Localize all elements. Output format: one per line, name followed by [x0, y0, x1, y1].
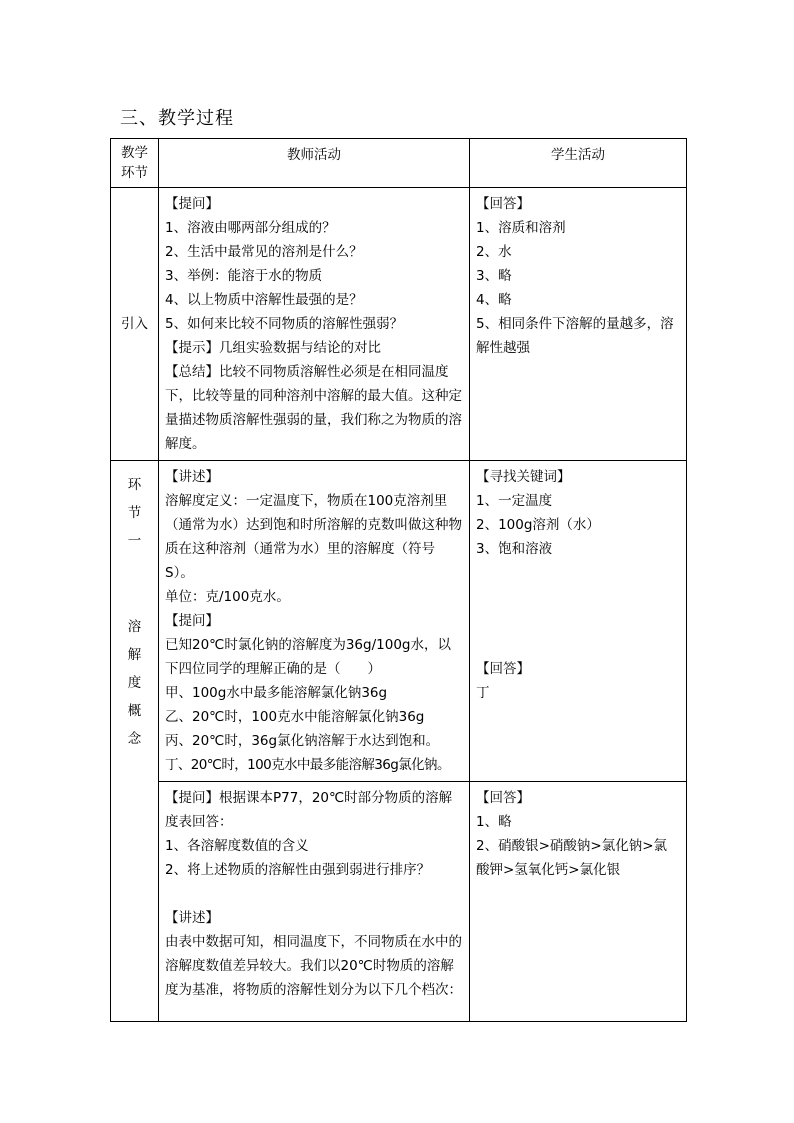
header-stage: 教学 环节: [111, 139, 159, 188]
header-student: 学生活动: [470, 139, 687, 188]
table-row-section1-a: [111, 461, 687, 782]
table-row-intro: [111, 188, 687, 461]
teacher-activity-intro: 【提问】 1、溶液由哪两部分组成的？ 2、生活中最常见的溶剂是什么？ 3、举例：能溶于水的物质 4、以上物质中溶解性最强的是？ 5、如何来比较不同物质的溶解性强弱？ 【提示】几组实验数据与结论的对比 【总结】比较不同物质溶解性必须是在相同温度下，比较等量的同种溶剂中溶解的最大值。这种定量描述物质溶解性强弱的量，我们称之为物质的溶解度。: [159, 188, 470, 461]
teaching-process-table: [110, 138, 687, 1022]
student-activity-intro: 【回答】 1、溶质和溶剂 2、水 3、略 4、略 5、相同条件下溶解的量越多，溶解性越强: [470, 188, 687, 461]
teacher-activity-definition: 【讲述】 溶解度定义：一定温度下，物质在100克溶剂里（通常为水）达到饱和时所溶解的克数叫做这种物质在这种溶剂（通常为水）里的溶解度（符号S）。 单位：克/100克水。 【提问】 已知20℃时氯化钠的溶解度为36g/100g水，以下四位同学的理解正确的是（ ） 甲、100g水中最多能溶解氯化钠36g 乙、20℃时，100克水中能溶解氯化钠36g 丙、20℃时，36g氯化钠溶解于水达到饱和。 丁、20℃时，100克水中最多能溶解36g氯化钠。: [159, 461, 470, 782]
table-header-row: [111, 139, 687, 188]
section-heading: 三、教学过程: [120, 108, 234, 129]
header-teacher: 教师活动: [159, 139, 470, 188]
table-row-section1-b: [111, 782, 687, 1022]
teacher-activity-solubility-table: 【提问】根据课本P77，20℃时部分物质的溶解度表回答： 1、各溶解度数值的含义 2、将上述物质的溶解性由强到弱进行排序？ 【讲述】 由表中数据可知，相同温度下，不同物质在水中的溶解度数值差异较大。我们以20℃时物质的溶解度为基准，将物质的溶解性划分为以下几个档次：: [159, 782, 470, 1022]
stage-section1: 环 节 一 溶 解 度 概 念: [111, 461, 159, 1022]
stage-intro: 引入: [111, 188, 159, 461]
student-activity-solubility-table: 【回答】 1、略 2、硝酸银>硝酸钠>氯化钠>氯酸钾>氢氧化钙>氯化银: [470, 782, 687, 1022]
student-activity-definition: 【寻找关键词】 1、一定温度 2、100g溶剂（水） 3、饱和溶液 【回答】 丁: [470, 461, 687, 782]
